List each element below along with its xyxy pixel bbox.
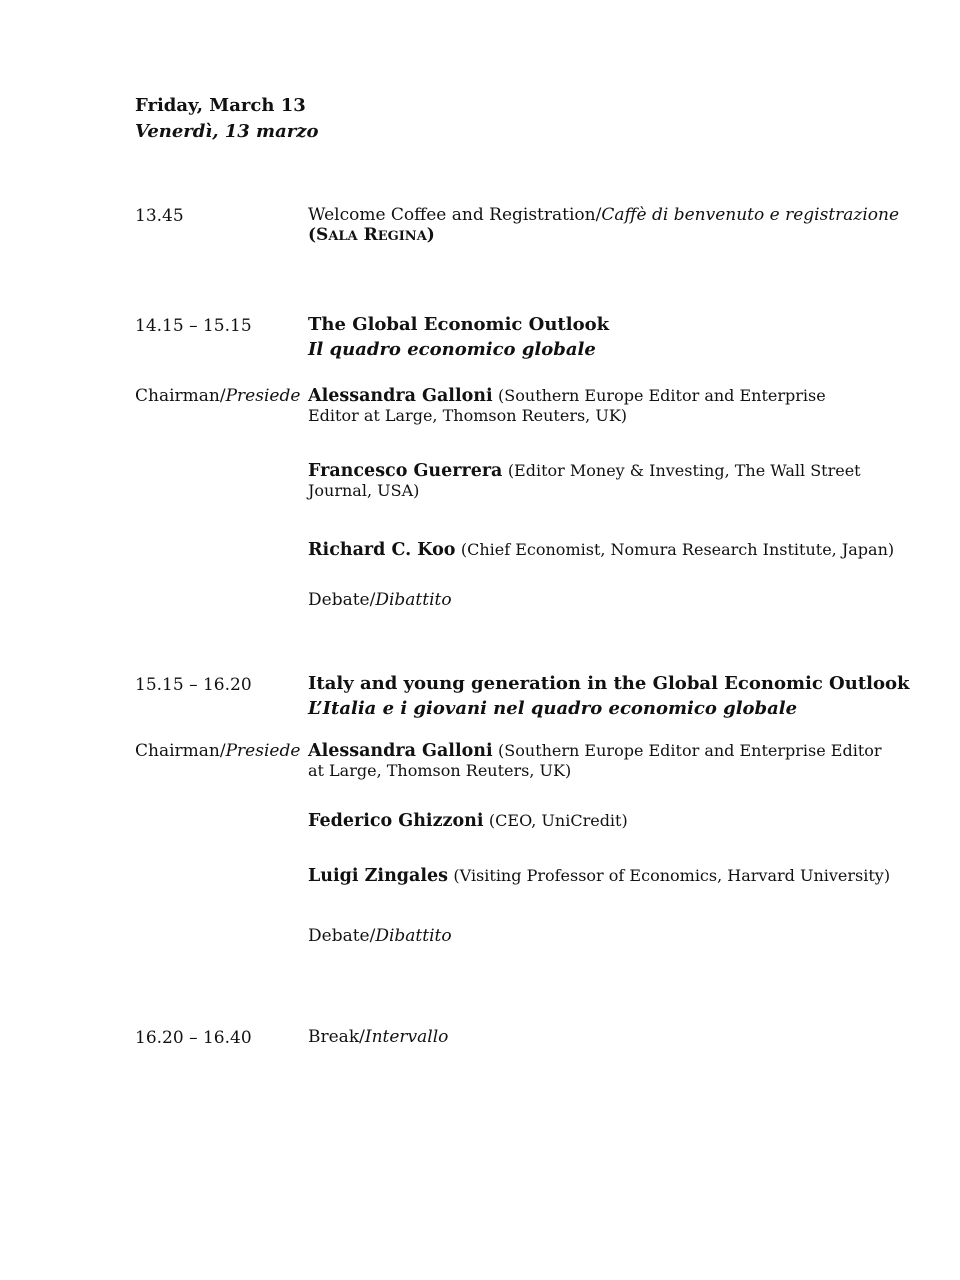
speaker-entry: [308, 461, 868, 501]
speaker-role: (Editor Money & Investing, The Wall Street Journal, USA): [308, 461, 861, 500]
venue-small-ala: ALA: [328, 229, 358, 244]
speaker-entry: [308, 741, 883, 781]
speaker-name: Richard C. Koo: [308, 540, 456, 560]
speaker-role: (Chief Economist, Nomura Research Institute, Japan): [460, 540, 895, 559]
debate-en: Debate: [308, 590, 370, 610]
separator: /: [219, 386, 226, 406]
break-label: [308, 1027, 868, 1047]
session-title-en: Welcome Coffee and Registration: [308, 205, 596, 225]
speaker-role: (Southern Europe Editor and Enterprise Editor at Large, Thomson Reuters, UK): [308, 741, 882, 780]
day-heading-en: Friday, March 13: [135, 95, 306, 116]
debate-en: Debate: [308, 926, 370, 946]
session-title-block: [308, 671, 908, 721]
speaker-name: Alessandra Galloni: [308, 386, 493, 406]
venue-cap-s: S: [316, 225, 329, 245]
debate-it: Dibattito: [375, 926, 452, 946]
day-heading-it: Venerdì, 13 marzo: [135, 121, 319, 142]
session-time: 14.15 – 15.15: [135, 316, 252, 336]
speaker-entry: [308, 540, 908, 560]
speaker-entry: [308, 811, 868, 831]
speaker-entry: [308, 866, 908, 886]
speaker-name: Francesco Guerrera: [308, 461, 503, 481]
separator: /: [369, 590, 376, 610]
venue-small-egina: EGINA: [377, 229, 427, 244]
debate-label: [308, 590, 868, 610]
session-title-it: Il quadro economico globale: [308, 339, 596, 360]
speaker-name: Federico Ghizzoni: [308, 811, 484, 831]
chair-label: [135, 741, 300, 761]
debate-label: [308, 926, 868, 946]
chair-label-it: Presiede: [225, 386, 301, 406]
separator: /: [219, 741, 226, 761]
debate-it: Dibattito: [375, 590, 452, 610]
session-time: 13.45: [135, 206, 184, 226]
venue-label: [308, 225, 868, 247]
break-en: Break: [308, 1027, 360, 1047]
speaker-name: Alessandra Galloni: [308, 741, 493, 761]
session-time: 15.15 – 16.20: [135, 675, 252, 695]
speaker-role: (Visiting Professor of Economics, Harvard University): [453, 866, 891, 885]
speaker-role: (Southern Europe Editor and Enterprise Editor at Large, Thomson Reuters, UK): [308, 386, 826, 425]
chair-label-en: Chairman: [135, 741, 220, 761]
venue-paren-close: ): [426, 225, 435, 245]
speaker-role: (CEO, UniCredit): [488, 811, 628, 830]
session-title-en: Italy and young generation in the Global Economic Outlook: [308, 673, 910, 694]
venue-paren-open: (: [308, 225, 317, 245]
session-title-it: Caffè di benvenuto e registrazione: [601, 205, 900, 225]
session-title-en: The Global Economic Outlook: [308, 314, 610, 335]
chair-label-it: Presiede: [225, 741, 301, 761]
session-welcome: [308, 205, 900, 247]
speaker-name: Luigi Zingales: [308, 866, 449, 886]
session-title-block: [308, 312, 868, 362]
separator: /: [369, 926, 376, 946]
session-title: [308, 205, 900, 225]
separator: /: [595, 205, 602, 225]
venue-cap-r: R: [363, 225, 378, 245]
chair-label-en: Chairman: [135, 386, 220, 406]
session-title-it: L’Italia e i giovani nel quadro economico globale: [308, 698, 798, 719]
chair-label: [135, 386, 300, 406]
break-it: Intervallo: [364, 1027, 449, 1047]
speaker-entry: [308, 386, 868, 426]
separator: /: [359, 1027, 365, 1047]
session-time: 16.20 – 16.40: [135, 1028, 252, 1048]
